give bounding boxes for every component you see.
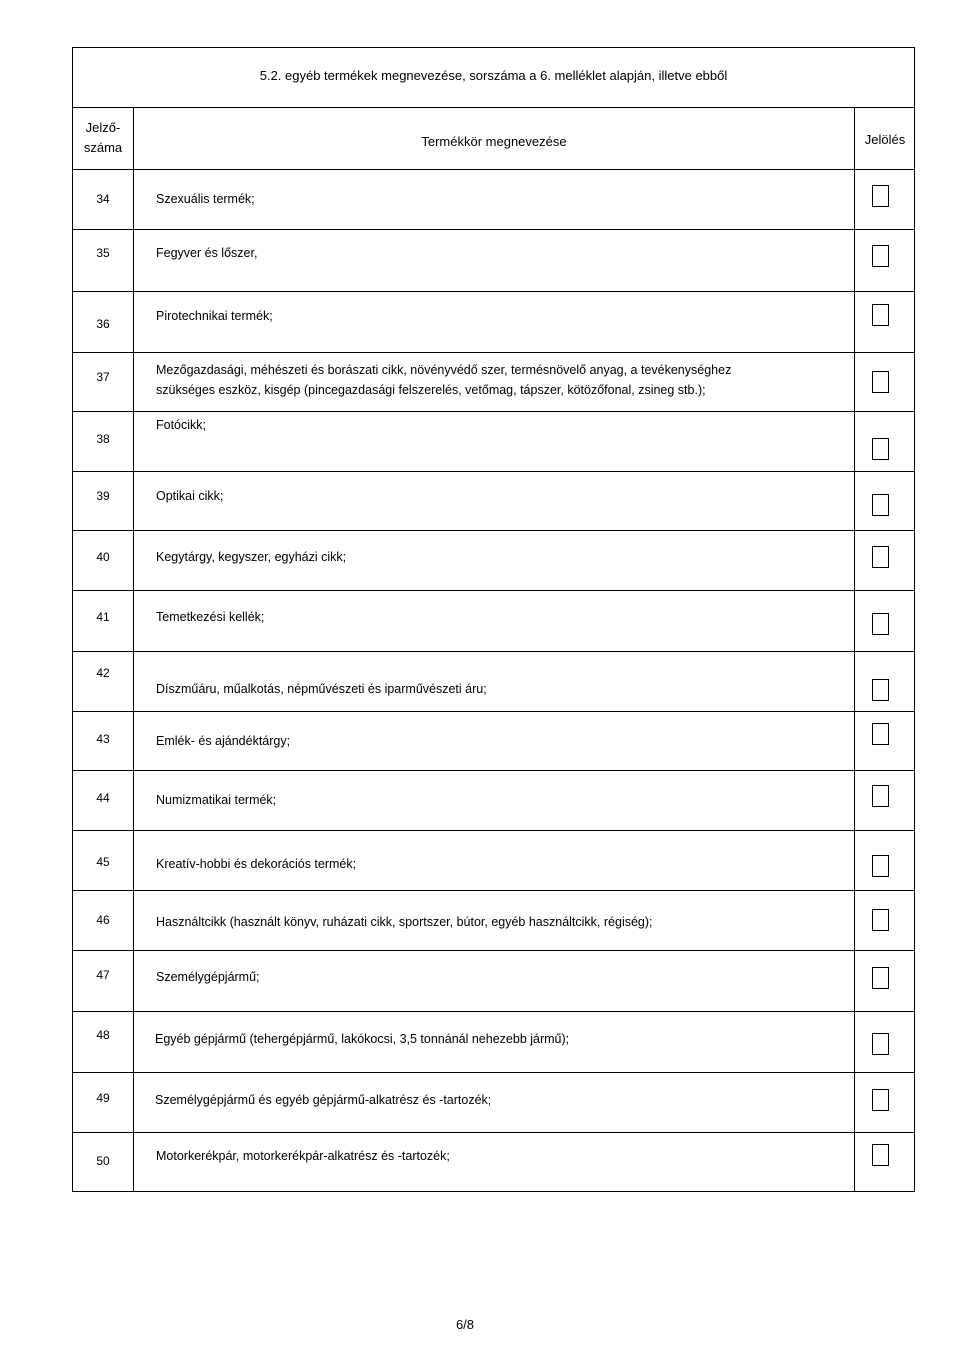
mark-checkbox[interactable] [872,1033,889,1055]
row-number-cell [73,1073,134,1132]
row-name-cell [134,591,855,651]
row-name: Díszműáru, műalkotás, népművészeti és iparművészeti áru; [156,682,487,696]
table-row [73,170,914,230]
table-row [73,412,914,472]
row-mark-cell [855,353,915,411]
section-title: 5.2. egyéb termékek megnevezése, sorszáma a 6. melléklet alapján, illetve ebből [73,48,914,108]
row-name-cell [134,170,855,229]
row-number: 48 [96,1028,110,1042]
row-number: 35 [96,246,110,260]
mark-checkbox[interactable] [872,245,889,267]
row-name: Motorkerékpár, motorkerékpár-alkatrész és -tartozék; [156,1149,450,1163]
row-number-cell [73,951,134,1011]
row-name-cell [134,230,855,291]
row-number: 38 [96,432,110,446]
row-mark-cell [855,1012,915,1072]
row-number: 34 [96,192,110,206]
row-number-cell [73,412,134,471]
row-number-cell [73,591,134,651]
row-name: Fegyver és lőszer, [156,246,258,260]
row-number: 39 [96,489,110,503]
row-name-cell [134,652,855,711]
row-name-cell [134,712,855,770]
row-name-cell [134,1073,855,1132]
row-mark-cell [855,652,915,711]
mark-checkbox[interactable] [872,304,889,326]
row-number: 37 [96,370,110,384]
table-row [73,771,914,831]
row-mark-cell [855,531,915,590]
table-row [73,292,914,353]
row-name: Egyéb gépjármű (tehergépjármű, lakókocsi, 3,5 tonnánál nehezebb jármű); [155,1032,570,1046]
table-row [73,472,914,531]
table-header-row [73,108,914,170]
row-name: Temetkezési kellék; [156,610,265,624]
row-mark-cell [855,230,915,291]
table-row [73,891,914,951]
row-number: 42 [96,666,110,680]
row-mark-cell [855,831,915,890]
mark-checkbox[interactable] [872,371,889,393]
row-number-cell [73,1012,134,1072]
row-number-cell [73,353,134,411]
header-name-cell [134,108,855,169]
row-number: 41 [96,610,110,624]
row-name: Személygépjármű; [156,970,260,984]
row-name: Személygépjármű és egyéb gépjármű-alkatrész és -tartozék; [155,1093,492,1107]
table-row [73,531,914,591]
header-number-cell [73,108,134,169]
row-name-cell [134,412,855,471]
table-row [73,591,914,652]
row-name: Kegytárgy, kegyszer, egyházi cikk; [156,550,347,564]
row-number: 46 [96,913,110,927]
header-mark-label: Jelölés [864,132,906,147]
mark-checkbox[interactable] [872,438,889,460]
row-name: Szexuális termék; [156,192,255,206]
row-name: Numizmatikai termék; [156,793,277,807]
row-name-cell [134,951,855,1011]
mark-checkbox[interactable] [872,546,889,568]
mark-checkbox[interactable] [872,613,889,635]
mark-checkbox[interactable] [872,494,889,516]
row-number-cell [73,831,134,890]
row-name: Mezőgazdasági, méhészeti és borászati cikk, növényvédő szer, termésnövelő anyag, a tevékenységhez szükséges eszköz, kisgép (pincegazdasági felszerelés, vetőmag, tápszer, kötözőfonal, zsineg stb.); [156,363,732,397]
row-number-cell [73,1133,134,1191]
table-row [73,1012,914,1073]
table-row [73,951,914,1012]
mark-checkbox[interactable] [872,1089,889,1111]
table-row [73,353,914,412]
row-name-cell [134,292,855,352]
row-number: 49 [96,1091,110,1105]
row-name-cell [134,1133,855,1191]
row-name: Használtcikk (használt könyv, ruházati cikk, sportszer, bútor, egyéb használtcikk, régiség); [156,915,653,929]
table-row [73,1133,914,1191]
row-number: 47 [96,968,110,982]
mark-checkbox[interactable] [872,723,889,745]
form-table [72,47,915,1192]
row-mark-cell [855,951,915,1011]
mark-checkbox[interactable] [872,855,889,877]
header-name-label: Termékkör megnevezése [421,134,567,149]
row-number-cell [73,292,134,352]
table-row [73,230,914,292]
row-number-cell [73,712,134,770]
row-mark-cell [855,712,915,770]
row-mark-cell [855,891,915,950]
row-number: 36 [96,317,110,331]
row-mark-cell [855,1073,915,1132]
mark-checkbox[interactable] [872,185,889,207]
row-mark-cell [855,1133,915,1191]
row-number-cell [73,472,134,530]
row-name: Optikai cikk; [156,489,224,503]
row-number-cell [73,230,134,291]
row-number-cell [73,891,134,950]
row-number: 45 [96,855,110,869]
row-name: Emlék- és ajándéktárgy; [156,734,291,748]
row-name-cell [134,771,855,830]
table-row [73,1073,914,1133]
row-name-cell [134,1012,855,1072]
table-row [73,712,914,771]
table-row [73,652,914,712]
table-row [73,831,914,891]
row-number: 43 [96,732,110,746]
row-name: Fotócikk; [156,418,207,432]
row-name-cell [134,353,855,411]
row-name-cell [134,891,855,950]
row-number-cell [73,170,134,229]
mark-checkbox[interactable] [872,967,889,989]
row-number: 44 [96,791,110,805]
row-number-cell [73,652,134,711]
row-name-cell [134,472,855,530]
mark-checkbox[interactable] [872,909,889,931]
row-mark-cell [855,472,915,530]
row-mark-cell [855,170,915,229]
row-name-cell [134,531,855,590]
mark-checkbox[interactable] [872,1144,889,1166]
header-mark-cell [855,108,915,169]
row-name: Kreatív-hobbi és dekorációs termék; [156,857,357,871]
row-name-cell [134,831,855,890]
mark-checkbox[interactable] [872,785,889,807]
row-number: 40 [96,550,110,564]
row-mark-cell [855,292,915,352]
header-number-label: Jelző- száma [83,120,123,155]
row-mark-cell [855,412,915,471]
mark-checkbox[interactable] [872,679,889,701]
row-mark-cell [855,771,915,830]
row-number: 50 [96,1154,110,1168]
row-number-cell [73,771,134,830]
row-mark-cell [855,591,915,651]
row-name: Pirotechnikai termék; [156,309,273,323]
row-number-cell [73,531,134,590]
page-number: 6/8 [455,1317,475,1332]
